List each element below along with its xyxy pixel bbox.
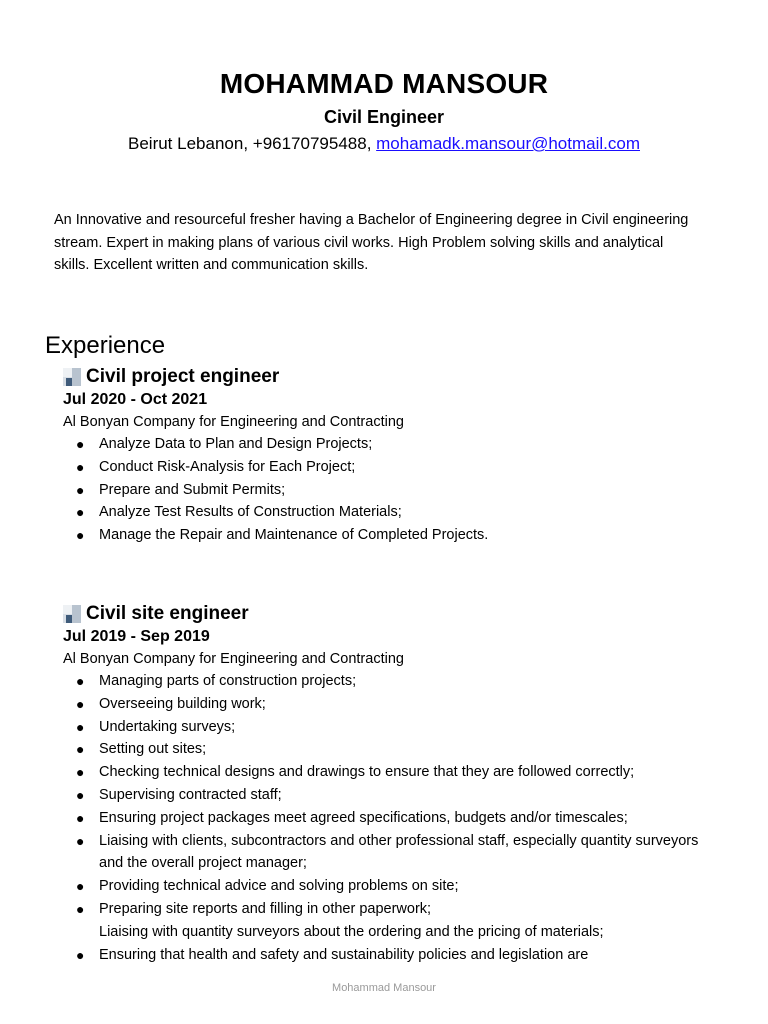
bullet-icon: ● [76,900,85,917]
duty-text: Manage the Repair and Maintenance of Completed Projects. [99,527,489,544]
duty-item [63,670,723,693]
duty-text: Undertaking surveys; [99,718,236,735]
duty-text: Ensuring project packages meet agreed specifications, budgets and/or timescales; [99,809,628,826]
job-company: Al Bonyan Company for Engineering and Contracting [63,414,404,430]
bullet-icon: ● [76,741,85,758]
duty-text: Analyze Data to Plan and Design Projects; [99,436,373,452]
duty-text: Checking technical designs and drawings to ensure that they are followed correctly; [99,764,635,781]
bullet-icon: ● [76,946,85,963]
duty-text: Overseeing building work; [99,695,266,712]
job-title: Civil project engineer [86,366,280,387]
page-footer: Mohammad Mansour [332,982,436,994]
bullet-icon: ● [76,481,85,498]
job-company: Al Bonyan Company for Engineering and Contracting [63,651,404,667]
job-title-row [63,364,723,390]
bullet-icon: ● [76,878,85,895]
bullet-icon: ● [76,504,85,521]
bullet-icon: ● [76,809,85,826]
duty-item [63,807,723,830]
bullet-icon: ● [76,458,85,475]
duty-text: Liaising with clients, subcontractors and other professional staff, especially quantity surveyors and the overall project manager; [99,832,699,872]
bullet-icon: ● [76,527,85,544]
duty-list [63,670,723,966]
job-title: Civil site engineer [86,603,249,624]
duty-item [63,716,723,739]
duty-text: Managing parts of construction projects; [99,673,357,689]
duty-item [63,875,723,898]
bullet-icon: ● [76,673,85,689]
duty-text: Preparing site reports and filling in other paperwork; Liaising with quantity surveyors about the ordering and the pricing of materials; [99,900,604,940]
bullet-icon: ● [76,436,85,452]
duty-item [63,830,723,876]
duty-item [63,944,723,967]
duty-item [63,738,723,761]
duty-item [63,693,723,716]
duty-text: Prepare and Submit Permits; [99,481,286,498]
contact-location-phone: Beirut Lebanon, +96170795488, [128,134,377,153]
candidate-title: Civil Engineer [323,107,445,127]
duty-item [63,761,723,784]
bullet-icon: ● [76,786,85,803]
duty-item [63,501,723,524]
email-link[interactable]: mohamadk.mansour@hotmail.com [376,134,640,153]
job-entry [63,601,723,966]
summary-paragraph: An Innovative and resourceful fresher having a Bachelor of Engineering degree in Civil engineering stream. Expert in making plans of various civil works. High Problem solving skills and analytical skills. Excellent written and communication skills. [54,212,689,273]
duty-item [63,898,723,944]
contact-line [0,130,768,158]
duty-item [63,433,723,456]
building-icon [63,368,81,386]
duty-text: Conduct Risk-Analysis for Each Project; [99,458,356,475]
job-dates: Jul 2019 - Sep 2019 [63,628,210,645]
bullet-icon: ● [76,764,85,781]
duty-text: Setting out sites; [99,741,207,758]
duty-list [63,433,723,547]
resume-header [0,64,768,158]
bullet-icon: ● [76,695,85,712]
job-entry [63,364,723,547]
bullet-icon: ● [76,718,85,735]
duty-text: Providing technical advice and solving problems on site; [99,878,459,895]
duty-item [63,479,723,502]
building-icon [63,605,81,623]
candidate-name: MOHAMMAD MANSOUR [219,68,549,99]
duty-item [63,784,723,807]
duty-text: Ensuring that health and safety and sustainability policies and legislation are [99,946,589,963]
duty-text: Analyze Test Results of Construction Materials; [99,504,402,521]
duty-item [63,524,723,547]
job-title-row [63,601,723,627]
job-dates: Jul 2020 - Oct 2021 [63,391,208,408]
duty-text: Supervising contracted staff; [99,786,282,803]
duty-item [63,456,723,479]
bullet-icon: ● [76,832,85,849]
experience-heading: Experience [45,332,166,359]
